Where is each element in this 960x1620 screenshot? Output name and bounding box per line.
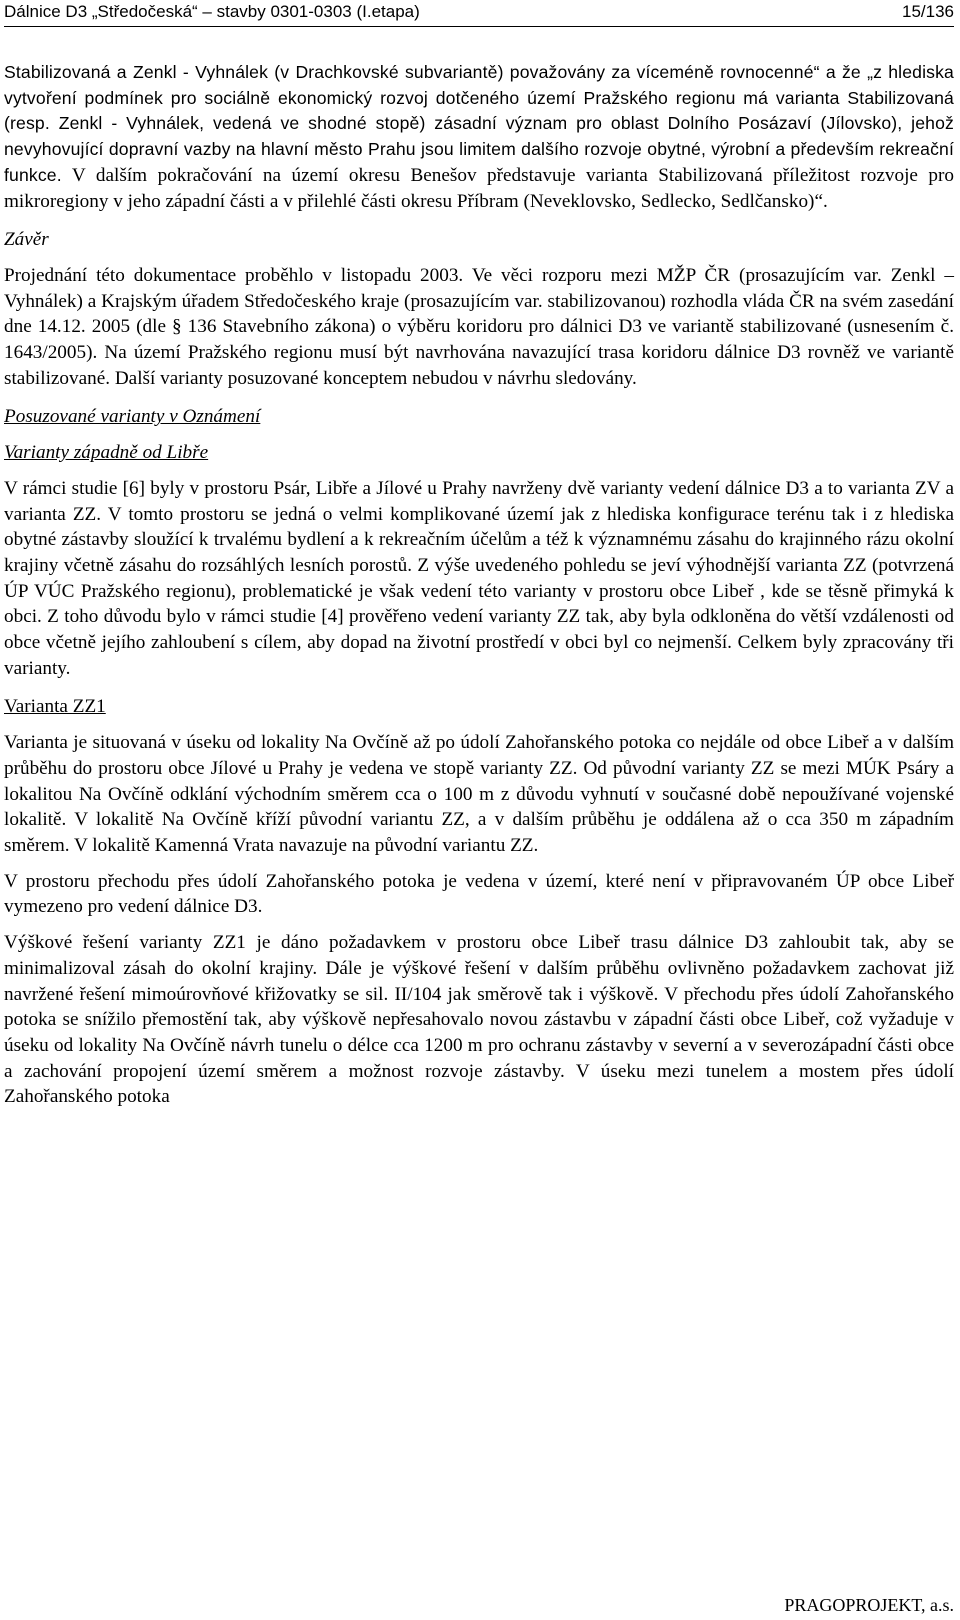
header-title: Dálnice D3 „Středočeská“ – stavby 0301-0303 (I.etapa) [4, 2, 420, 21]
paragraph-zz1-vyskove: Výškové řešení varianty ZZ1 je dáno požadavkem v prostoru obce Libeř trasu dálnice D3 zahloubit tak, aby se minimalizoval zásah do okolní krajiny. Dále je výškové řešení v dalším průběhu ovlivněno požadavkem zachovat již navržené řešení mimoúrovňové křižovatky se sil. II/104 jak směrově tak i výškově. V přechodu přes údolí Zahořanského potoka se snížilo přemostění tak, aby výškově nepřesahovalo novou zástavbu v západní části obce Libeř, což vyžaduje v úseku od lokality Na Ovčíně návrh tunelu o délce cca 1200 m pro ochranu zástavby v severní a v severozápadní části obce a zachování propojení území směrem a možnost rozvoje zástavby. V úseku mezi tunelem a mostem přes údolí Zahořanského potoka [4, 932, 954, 1108]
quote-sans-text: Stabilizovaná a Zenkl - Vyhnálek (v Drachkovské subvariantě) považovány za víceméně rovnocenné“ a že „z hlediska vytvoření podmínek pro sociálně ekonomický rozvoj dotčeného území Pražského regionu má varianta Stabilizovaná (resp. Zenkl - Vyhnálek, vedená ve shodné stopě) zásadní význam pro oblast Dolního Posázaví (Jílovsko), jehož nevyhovující dopravní vazby na hlavní město Prahu jsou limitem dalšího rozvoje obytné, výrobní a především rekreační funkce. [4, 62, 954, 185]
heading-varianta-zz1: Varianta ZZ1 [4, 696, 106, 718]
heading-varianty-zapadne: Varianty západně od Libře [4, 442, 209, 464]
paragraph-zaver: Projednání této dokumentace proběhlo v listopadu 2003. Ve věci rozporu mezi MŽP ČR (prosazujícím var. Zenkl – Vyhnálek) a Krajským úřadem Středočeského kraje (prosazujícím var. stabilizovanou) rozhodla vláda ČR na svém zasedání dne 14.12. 2005 (dle § 136 Stavebního zákona) o výběru koridoru pro dálnici D3 ve variantě stabilizované (usnesením č. 1643/2005). Na území Pražského regionu musí být navrhována navazující trasa koridoru dálnice D3 rovněž ve variantě stabilizované. Další varianty posuzované konceptem nebudou v návrhu sledovány. [4, 264, 954, 389]
paragraph-zz1-situace: Varianta je situovaná v úseku od lokality Na Ovčíně až po údolí Zahořanského potoka co nejdále od obce Libeř a v dalším průběhu do prostoru obce Jílové u Prahy je vedena ve stopě varianty ZZ. Od původní varianty ZZ se mezi MÚK Psáry a lokalitou Na Ovčíně odklání východním směrem cca o 100 m z důvodu vyhnutí v současné době nepoužívané vojenské lokalitě. V lokalitě Na Ovčíně kříží původní variantu ZZ, a v dalším průběhu je oddálena až o cca 350 m západním směrem. V lokalitě Kamenná Vrata navazuje na původní variantu ZZ. [4, 732, 954, 856]
paragraph-varianty: V rámci studie [6] byly v prostoru Psár, Libře a Jílové u Prahy navrženy dvě varianty vedení dálnice D3 a to varianta ZV a varianta ZZ. V tomto prostoru se jedná o velmi komplikované území jak z hlediska konfigurace terénu tak i z hlediska obytné zástavby sloužící k trvalému bydlení a k rekreačním účelům a též k významnému zásahu do krajinného rázu okolní krajiny včetně zásahu do rozsáhlých lesních porostů. Z výše uvedeného pohledu se jeví výhodnější varianta ZZ (potvrzená ÚP VÚC Pražského regionu), problematické je však vedení této varianty v prostoru obce Libeř , kde se těsně přimyká k obci. Z toho důvodu bylo v rámci studie [4] prověřeno vedení varianty ZZ tak, aby byla odkloněna do větší vzdálenosti od obce včetně jejího zahloubení s cílem, aby dopad na životní prostředí v obci byl co nejmenší. Celkem byly zpracovány tři varianty. [4, 477, 954, 679]
document-body [4, 60, 954, 1120]
page-header [4, 2, 954, 27]
paragraph-quote [4, 60, 954, 214]
page-footer: PRAGOPROJEKT, a.s. [784, 1595, 954, 1615]
heading-zaver: Závěr [4, 229, 49, 251]
page-number: 15/136 [902, 2, 954, 21]
paragraph-zz1-prostor: V prostoru přechodu přes údolí Zahořanského potoka je vedena v území, které není v připravovaném ÚP obce Libeř vymezeno pro vedení dálnice D3. [4, 870, 954, 918]
quote-serif-text: V dalším pokračování na území okresu Benešov představuje varianta Stabilizovaná příležitost rozvoje pro mikroregiony v jeho západní části a v přilehlé části okresu Příbram (Neveklovsko, Sedlecko, Sedlčansko)“. [4, 164, 954, 212]
heading-posuzovane-varianty: Posuzované varianty v Oznámení [4, 406, 261, 428]
